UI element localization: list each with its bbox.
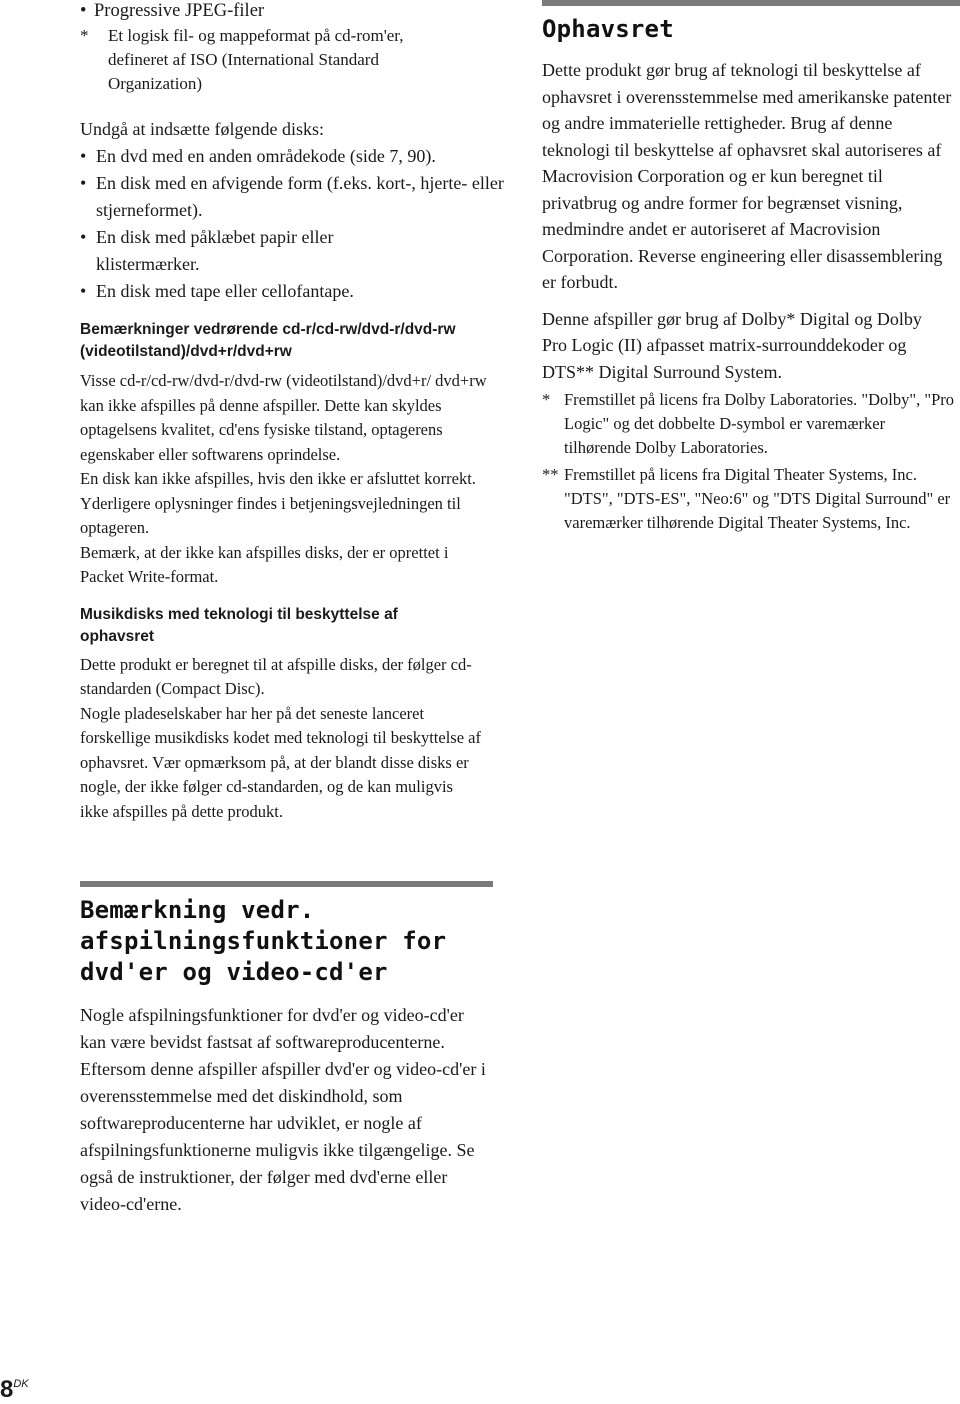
page-number	[0, 1376, 29, 1404]
playback-note-text: Nogle afspilningsfunktioner for dvd'er og video-cd'er kan være bevidst fastsat af softwareproducenterne. Eftersom denne afspiller afspiller dvd'er og video-cd'er i overensstemmelse med det diskindhold, som softwareproducenterne har udviklet, er nogle af afspilningsfunktionerne muligvis ikke tilgængelige. Se også de instruktioner, der følger med dvd'erne eller video-cd'erne.	[80, 1005, 486, 1214]
iso-footnote	[80, 24, 458, 96]
avoid-item	[80, 143, 506, 170]
avoid-item	[80, 170, 506, 224]
avoid-item	[80, 224, 396, 278]
iso-footnote-text: Et logisk fil- og mappeformat på cd-rom'er, defineret af ISO (International Standard Organization)	[108, 26, 404, 93]
avoid-item-text: En dvd med en anden områdekode (side 7, 90).	[96, 146, 436, 166]
dolby-footnote	[542, 388, 956, 460]
page-language: DK	[13, 1378, 29, 1390]
avoid-item-text: En disk med påklæbet papir eller klistermærker.	[96, 227, 334, 274]
playback-note-title: Bemærkning vedr. afspilningsfunktioner for dvd'er og video-cd'er	[80, 896, 447, 986]
avoid-item	[80, 278, 506, 305]
avoid-item-text: En disk med en afvigende form (f.eks. kort-, hjerte- eller stjerneformet).	[96, 173, 504, 220]
avoid-intro: Undgå at indsætte følgende disks:	[80, 119, 324, 139]
bullet-jpeg-text: Progressive JPEG-filer	[94, 1, 265, 21]
section-rule	[542, 0, 960, 6]
section-rule	[80, 881, 493, 887]
music-discs-paragraph: Dette produkt er beregnet til at afspille disks, der følger cd-standarden (Compact Disc).	[80, 654, 472, 698]
cdr-notes-paragraph: Visse cd-r/cd-rw/dvd-r/dvd-rw (videotilstand)/dvd+r/ dvd+rw kan ikke afspilles på denne afspiller. Dette kan skyldes optagelsens kvalitet, cd'ens fysiske tilstand, optagerens egenskaber eller softwarens oprindelse.	[80, 371, 487, 464]
bullet-jpeg	[80, 0, 500, 23]
cdr-notes-paragraph: En disk kan ikke afspilles, hvis den ikke er afsluttet korrekt. Yderligere oplysninger findes i betjeningsvejledningen til optageren.	[80, 469, 476, 537]
cdr-notes-paragraph: Bemærk, at der ikke kan afspilles disks, der er oprettet i Packet Write-format.	[80, 542, 449, 586]
copyright-section	[542, 0, 960, 535]
avoid-item-text: En disk med tape eller cellofantape.	[96, 281, 354, 301]
cdr-notes-heading: Bemærkninger vedrørende cd-r/cd-rw/dvd-r/dvd-rw (videotilstand)/dvd+r/dvd+rw	[80, 321, 456, 360]
dts-footnote	[542, 463, 960, 535]
playback-note-section	[80, 881, 493, 1218]
page-number-value: 8	[0, 1376, 14, 1403]
footnote-mark: *	[80, 26, 89, 45]
footnote-mark: **	[542, 465, 559, 484]
music-discs-paragraph: Nogle pladeselskaber har her på det seneste lanceret forskellige musikdisks kodet med teknologi til beskyttelse af ophavsret. Vær opmærksom på, at der blandt disse disks er nogle, der ikke følger cd-standarden, og de kan muligvis ikke afspilles på dette produkt.	[80, 703, 481, 821]
dolby-footnote-text: Fremstillet på licens fra Dolby Laboratories. "Dolby", "Pro Logic" og det dobbelte D-symbol er varemærker tilhørende Dolby Laboratories.	[564, 390, 954, 457]
copyright-title: Ophavsret	[542, 15, 674, 43]
footnote-mark: *	[542, 390, 551, 409]
dolby-dts-paragraph: Denne afspiller gør brug af Dolby* Digital og Dolby Pro Logic (II) afpasset matrix-surrounddekoder og DTS** Digital Surround System.	[542, 308, 922, 382]
left-column	[80, 0, 504, 824]
dts-footnote-text: Fremstillet på licens fra Digital Theater Systems, Inc. "DTS", "DTS-ES", "Neo:6" og "DTS Digital Surround" er varemærker tilhørende Digital Theater Systems, Inc.	[564, 465, 951, 532]
music-discs-heading: Musikdisks med teknologi til beskyttelse af ophavsret	[80, 605, 398, 645]
copyright-paragraph: Dette produkt gør brug af teknologi til beskyttelse af ophavsret i overensstemmelse med amerikanske patenter og andre immaterielle rettigheder. Brug af denne teknologi til beskyttelse af ophavsret skal autoriseres af Macrovision Corporation og er kun beregnet til privatbrug og andre former for begrænset visning, medmindre andet er autoriseret af Macrovision Corporation. Reverse engineering eller disassemblering er forbudt.	[542, 60, 952, 292]
